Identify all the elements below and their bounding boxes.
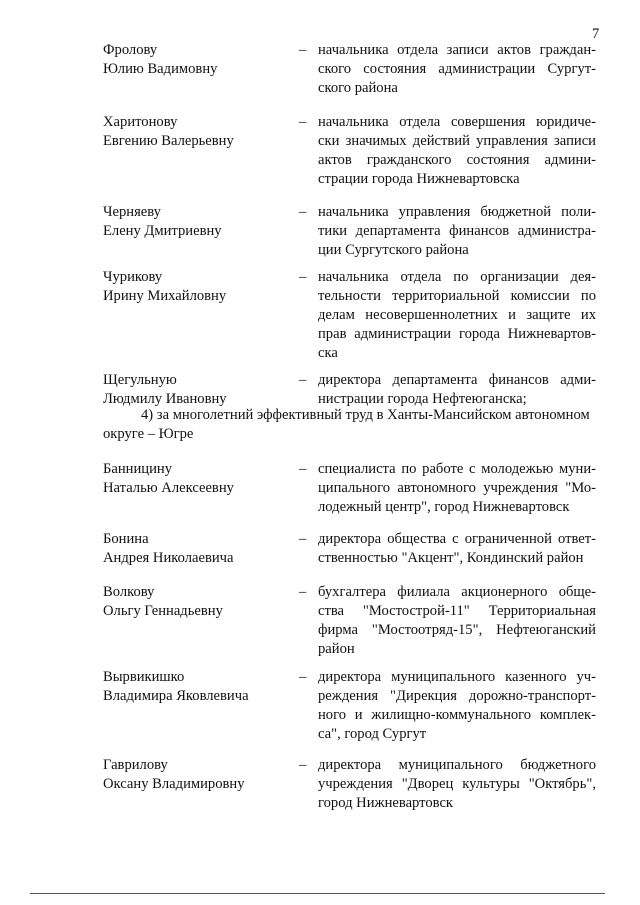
desc-line: ции Сургутского района bbox=[318, 242, 469, 258]
desc-line: са", город Сургут bbox=[318, 726, 427, 742]
dash: – bbox=[299, 204, 307, 220]
surname: Гаврилову bbox=[103, 757, 168, 773]
dash: – bbox=[299, 531, 307, 547]
dash: – bbox=[299, 269, 307, 285]
desc-line: тельности территориальной комиссии по bbox=[318, 288, 596, 304]
desc-line: ски значимых действий управления записи bbox=[318, 133, 596, 149]
position-description bbox=[318, 460, 596, 517]
desc-line: ственностью "Акцент", Кондинский район bbox=[318, 550, 584, 566]
position-description bbox=[318, 203, 596, 260]
desc-line: ского района bbox=[318, 80, 398, 96]
desc-line: фирма "Мостоотряд-15", Нефтеюганский bbox=[318, 622, 596, 638]
desc-line: актов гражданского состояния админи- bbox=[318, 152, 596, 168]
position-description bbox=[318, 268, 596, 363]
position-description bbox=[318, 583, 596, 659]
position-description bbox=[318, 113, 596, 189]
surname: Банницину bbox=[103, 461, 173, 477]
given-names: Ольгу Геннадьевну bbox=[103, 603, 223, 619]
desc-line: специалиста по работе с молодежью муни- bbox=[318, 461, 596, 477]
desc-line: ного и жилищно-коммунального комплек- bbox=[318, 707, 596, 723]
position-description bbox=[318, 756, 596, 813]
desc-line: учреждения "Дворец культуры "Октябрь", bbox=[318, 776, 596, 792]
surname: Харитонову bbox=[103, 114, 178, 130]
surname: Волкову bbox=[103, 584, 155, 600]
dash: – bbox=[299, 114, 307, 130]
desc-line: реждения "Дирекция дорожно-транспорт- bbox=[318, 688, 596, 704]
desc-line: ска bbox=[318, 345, 338, 361]
desc-line: начальника управления бюджетной поли- bbox=[318, 204, 596, 220]
desc-line: ства "Мостострой-11" Территориальная bbox=[318, 603, 596, 619]
dash: – bbox=[299, 584, 307, 600]
desc-line: город Нижневартовск bbox=[318, 795, 454, 811]
desc-line: начальника отдела совершения юридиче- bbox=[318, 114, 596, 130]
given-names: Людмилу Ивановну bbox=[103, 391, 227, 407]
position-description bbox=[318, 530, 596, 568]
person-name bbox=[103, 530, 283, 568]
section-heading bbox=[103, 406, 600, 444]
surname: Бонина bbox=[103, 531, 149, 547]
dash: – bbox=[299, 372, 307, 388]
person-name bbox=[103, 41, 283, 79]
footer-divider bbox=[30, 893, 605, 894]
given-names: Оксану Владимировну bbox=[103, 776, 245, 792]
given-names: Наталью Алексеевну bbox=[103, 480, 234, 496]
given-names: Елену Дмитриевну bbox=[103, 223, 222, 239]
desc-line: директора муниципального бюджетного bbox=[318, 757, 596, 773]
section-heading-line: 4) за многолетний эффективный труд в Ханты-Мансийском автономном bbox=[141, 407, 590, 423]
given-names: Ирину Михайловну bbox=[103, 288, 227, 304]
dash: – bbox=[299, 669, 307, 685]
desc-line: нистрации города Нефтеюганска; bbox=[318, 391, 527, 407]
given-names: Юлию Вадимовну bbox=[103, 61, 218, 77]
desc-line: начальника отдела по организации дея- bbox=[318, 269, 596, 285]
dash: – bbox=[299, 461, 307, 477]
position-description bbox=[318, 41, 596, 98]
desc-line: тики департамента финансов администра- bbox=[318, 223, 596, 239]
given-names: Владимира Яковлевича bbox=[103, 688, 249, 704]
given-names: Андрея Николаевича bbox=[103, 550, 234, 566]
desc-line: директора муниципального казенного уч- bbox=[318, 669, 596, 685]
desc-line: ципального автономного учреждения "Мо- bbox=[318, 480, 596, 496]
position-description bbox=[318, 668, 596, 744]
person-name bbox=[103, 756, 283, 794]
surname: Вырвикишко bbox=[103, 669, 185, 685]
surname: Щегульную bbox=[103, 372, 177, 388]
desc-line: страции города Нижневартовска bbox=[318, 171, 520, 187]
person-name bbox=[103, 371, 283, 409]
section-heading-line: округе – Югре bbox=[103, 426, 194, 442]
person-name bbox=[103, 203, 283, 241]
person-name bbox=[103, 113, 283, 151]
desc-line: начальника отдела записи актов граждан- bbox=[318, 42, 596, 58]
dash: – bbox=[299, 42, 307, 58]
surname: Чурикову bbox=[103, 269, 163, 285]
desc-line: бухгалтера филиала акционерного обще- bbox=[318, 584, 596, 600]
page-number: 7 bbox=[592, 26, 600, 42]
surname: Фролову bbox=[103, 42, 158, 58]
person-name bbox=[103, 460, 283, 498]
surname: Черняеву bbox=[103, 204, 161, 220]
dash: – bbox=[299, 757, 307, 773]
position-description bbox=[318, 371, 596, 409]
desc-line: директора общества с ограниченной ответ- bbox=[318, 531, 596, 547]
desc-line: лодежный центр", город Нижневартовск bbox=[318, 499, 570, 515]
desc-line: ского состояния администрации Сургут- bbox=[318, 61, 596, 77]
given-names: Евгению Валерьевну bbox=[103, 133, 234, 149]
person-name bbox=[103, 668, 283, 706]
desc-line: прав администрации города Нижневартов- bbox=[318, 326, 596, 342]
desc-line: делам несовершеннолетних и защите их bbox=[318, 307, 596, 323]
person-name bbox=[103, 583, 283, 621]
desc-line: район bbox=[318, 641, 355, 657]
desc-line: директора департамента финансов адми- bbox=[318, 372, 596, 388]
person-name bbox=[103, 268, 283, 306]
